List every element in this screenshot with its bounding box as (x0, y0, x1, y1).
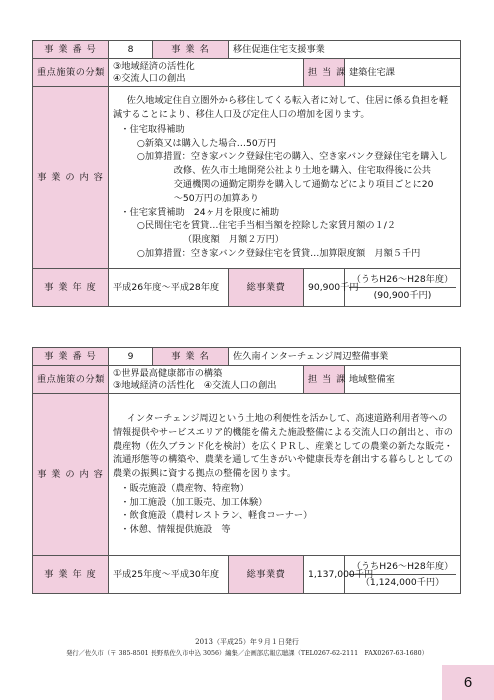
content-line: ・住宅家賃補助 24ヶ月を限度に補助 (120, 206, 280, 218)
project-name-label: 事 業 名 (153, 348, 229, 366)
total-cost-label: 総事業費 (229, 269, 304, 307)
project-number-label: 事 業 番 号 (33, 41, 109, 59)
content-line: ○加算措置：空き家バンク登録住宅を賃貸…加算限度額 月額５千円 (136, 247, 421, 259)
policy-item: ③地域経済の活性化 (113, 61, 195, 72)
policy-item: ③地域経済の活性化 ④交流人口の創出 (113, 379, 277, 391)
policy-item: ①世界最高健康都市の構築 (113, 368, 223, 379)
total-cost-label: 総事業費 (229, 556, 304, 594)
department-label: 担 当 課 (304, 59, 345, 87)
project-name-label: 事 業 名 (153, 41, 229, 59)
content-label: 事 業 の 内 容 (33, 394, 109, 556)
cost-breakdown (345, 269, 461, 307)
policy-category-label: 重点施策の分類 (33, 59, 109, 87)
project-number: 9 (109, 348, 153, 366)
content-line: ・飲食施設（農村レストラン、軽食コーナー） (120, 510, 313, 522)
project-name: 移住促進住宅支援事業 (229, 41, 461, 59)
project-period: 平成25年度〜平成30年度 (109, 556, 229, 594)
content-line: ○民間住宅を賃貸…住宅手当相当額を控除した家賃月額の１/２ (136, 220, 397, 232)
content-line: 〜50万円の加算あり (173, 192, 259, 204)
breakdown-value: （1,124,000千円） (360, 577, 445, 588)
content-line: ○加算措置：空き家バンク登録住宅の購入、空き家バンク登録住宅を購入し (136, 151, 448, 163)
project-content (109, 87, 461, 269)
content-line: 交通機関の通勤定期券を購入して通勤などにより項目ごとに20 (173, 179, 434, 190)
policy-item: ④交流人口の創出 (113, 72, 186, 84)
period-label: 事 業 年 度 (33, 269, 109, 307)
content-line: ○新築又は購入した場合…50万円 (136, 137, 277, 149)
project-8-table (32, 40, 461, 307)
content-line: 改修、佐久市土地開発公社より土地を購入、住宅取得後に公共 (173, 165, 431, 177)
policy-category-label: 重点施策の分類 (33, 366, 109, 394)
content-line: ・加工施設（加工販売、加工体験） (120, 496, 268, 508)
project-content (109, 394, 461, 556)
content-line: （限度額 月額２万円） (182, 234, 284, 246)
content-label: 事 業 の 内 容 (33, 87, 109, 269)
content-intro: インターチェンジ周辺という土地の利便性を活かして、高速道路利用者等への情報提供やサービスエリア的機能を備えた施設整備による交流人口の創出と、市の農産物（佐久ブランド化を検討）を広くＰＲし、産業としての農業の新たな販売・流通形態等の構築や、農業を通して生きがいや健康長寿を創出する暮らしとしての農業の振興に資する拠点の整備を図ります。 (113, 412, 453, 480)
department-label: 担 当 課 (304, 366, 345, 394)
breakdown-label: （うちH26〜H28年度） (349, 559, 456, 576)
policy-category-list (109, 59, 304, 87)
content-intro: 佐久地域定住自立圏外から移住してくる転入者に対して、住居に係る負担を軽減することにより、移住人口及び定住人口の増加を図ります。 (113, 95, 449, 121)
page-number: 6 (442, 665, 494, 700)
project-number-label: 事 業 番 号 (33, 348, 109, 366)
project-period: 平成26年度〜平成28年度 (109, 269, 229, 307)
breakdown-value: (90,900千円) (373, 290, 432, 301)
breakdown-label: （うちH26〜H28年度） (349, 272, 456, 289)
total-cost: 1,137,000千円 (304, 556, 345, 594)
content-line: ・販売施設（農産物、特産物） (120, 482, 249, 494)
publisher-info: 発行／佐久市（〒 385-8501 長野県佐久市中込 3056）編集／企画部広報広聴課（TEL0267-62-2111 FAX0267-63-1680） (66, 650, 428, 657)
department: 地域整備室 (345, 366, 461, 394)
project-number: 8 (109, 41, 153, 59)
project-name: 佐久南インターチェンジ周辺整備事業 (229, 348, 461, 366)
total-cost: 90,900千円 (304, 269, 345, 307)
department: 建築住宅課 (345, 59, 461, 87)
content-line: ・住宅取得補助 (120, 123, 185, 135)
content-line: ・休憩、情報提供施設 等 (120, 524, 231, 536)
period-label: 事 業 年 度 (33, 556, 109, 594)
issue-date: 2013（平成25）年９月１日発行 (195, 638, 299, 646)
project-9-table (32, 347, 461, 594)
policy-category-list (109, 366, 304, 394)
